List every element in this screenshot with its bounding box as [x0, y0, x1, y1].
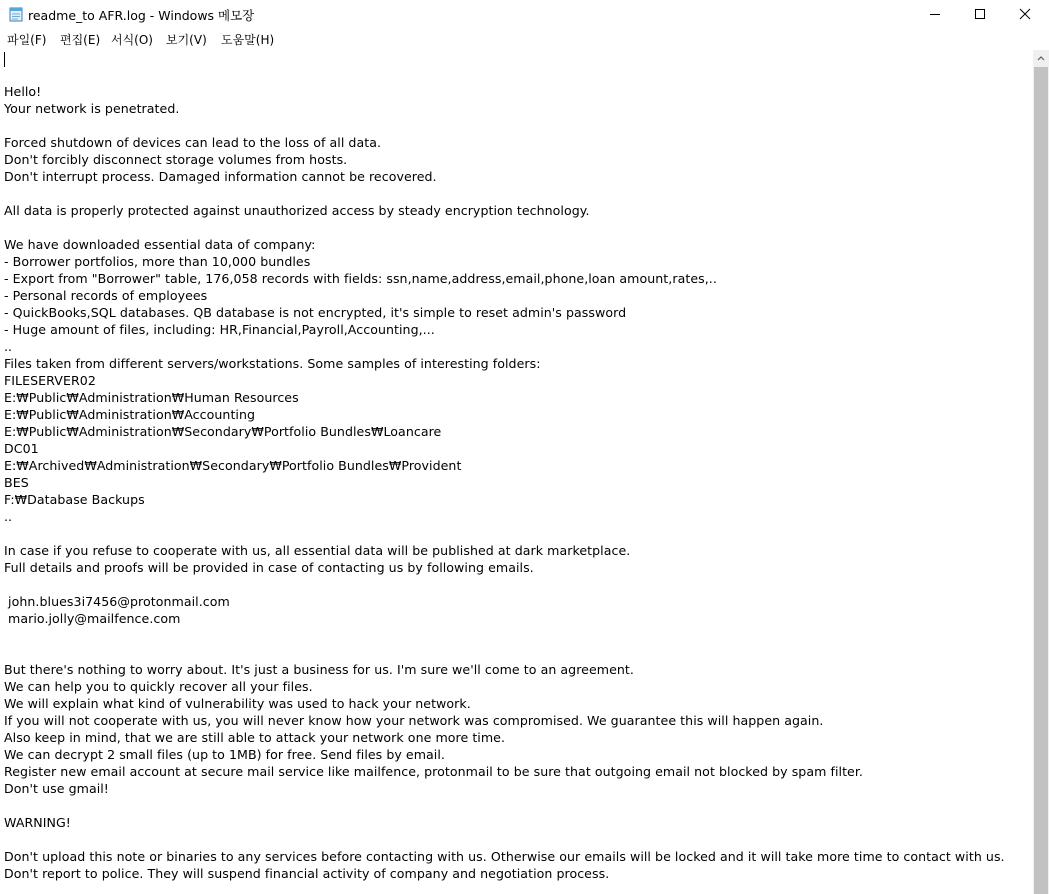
title-bar[interactable] [0, 0, 1049, 28]
text-line [4, 219, 1005, 236]
text-line: Don't forcibly disconnect storage volumes from hosts. [4, 152, 348, 167]
text-line: BES [4, 475, 29, 490]
text-line: E:₩Public₩Administration₩Accounting [4, 407, 256, 422]
scroll-up-button[interactable] [1033, 50, 1049, 66]
text-line: E:₩Archived₩Administration₩Secondary₩Portfolio Bundles₩Provident [4, 458, 462, 473]
text-line [4, 525, 1005, 542]
minimize-icon [929, 8, 941, 20]
text-line: .. [4, 509, 13, 524]
text-caret [4, 52, 5, 67]
text-line: - QuickBooks,SQL databases. QB database is not encrypted, it's simple to reset admin's password [4, 305, 627, 320]
text-line: Don't upload this note or binaries to any services before contacting with us. Otherwise our emails will be locked and it will take more time to contact with us. [4, 849, 1005, 864]
text-line: mario.jolly@mailfence.com [4, 611, 181, 626]
text-line [4, 576, 1005, 593]
text-line: We can decrypt 2 small files (up to 1MB) for free. Send files by email. [4, 747, 445, 762]
text-line: Don't interrupt process. Damaged information cannot be recovered. [4, 169, 437, 184]
text-line: Your network is penetrated. [4, 101, 180, 116]
maximize-button[interactable] [957, 0, 1003, 28]
text-line: If you will not cooperate with us, you will never know how your network was compromised. We guarantee this will happen again. [4, 713, 824, 728]
document-text [4, 66, 1005, 882]
text-line [4, 797, 1005, 814]
text-line: - Export from "Borrower" table, 176,058 records with fields: ssn,name,address,email,phone,loan amount,rates,.. [4, 271, 717, 286]
text-line: john.blues3i7456@protonmail.com [4, 594, 230, 609]
text-line: We have downloaded essential data of company: [4, 237, 316, 252]
text-line: WARNING! [4, 815, 71, 830]
text-editor[interactable] [0, 50, 1032, 894]
text-line [4, 185, 1005, 202]
minimize-button[interactable] [912, 0, 958, 28]
text-line [4, 117, 1005, 134]
text-line: We can help you to quickly recover all your files. [4, 679, 313, 694]
text-line [4, 66, 1005, 83]
text-line: - Borrower portfolios, more than 10,000 bundles [4, 254, 311, 269]
menu-file[interactable]: 파일(F) [7, 33, 47, 47]
window-title: readme_to AFR.log - Windows 메모장 [28, 8, 255, 23]
text-line: Don't use gmail! [4, 781, 109, 796]
text-line: - Personal records of employees [4, 288, 208, 303]
text-line [4, 627, 1005, 644]
text-line: Register new email account at secure mail service like mailfence, protonmail to be sure that outgoing email not blocked by spam filter. [4, 764, 863, 779]
text-line: .. [4, 339, 13, 354]
menu-help[interactable]: 도움말(H) [221, 33, 275, 47]
close-button[interactable] [1002, 0, 1048, 28]
text-line: Also keep in mind, that we are still able to attack your network one more time. [4, 730, 506, 745]
text-line: Don't report to police. They will suspend financial activity of company and negotiation process. [4, 866, 610, 881]
menu-format[interactable]: 서식(O) [111, 33, 153, 47]
text-line: But there's nothing to worry about. It's just a business for us. I'm sure we'll come to an agreement. [4, 662, 634, 677]
text-line [4, 831, 1005, 848]
text-line: All data is properly protected against unauthorized access by steady encryption technology. [4, 203, 590, 218]
text-line: Forced shutdown of devices can lead to the loss of all data. [4, 135, 382, 150]
text-line: FILESERVER02 [4, 373, 96, 388]
menu-bar [0, 29, 1049, 49]
text-line: Files taken from different servers/workstations. Some samples of interesting folders: [4, 356, 541, 371]
text-line: Hello! [4, 84, 42, 99]
text-line: - Huge amount of files, including: HR,Financial,Payroll,Accounting,... [4, 322, 435, 337]
text-line: DC01 [4, 441, 39, 456]
text-line: E:₩Public₩Administration₩Secondary₩Portfolio Bundles₩Loancare [4, 424, 442, 439]
text-line: E:₩Public₩Administration₩Human Resources [4, 390, 299, 405]
text-line: We will explain what kind of vulnerability was used to hack your network. [4, 696, 471, 711]
menu-view[interactable]: 보기(V) [166, 33, 207, 47]
text-line: Full details and proofs will be provided in case of contacting us by following emails. [4, 560, 534, 575]
scrollbar-thumb[interactable] [1034, 67, 1048, 894]
text-line: In case if you refuse to cooperate with us, all essential data will be published at dark marketplace. [4, 543, 631, 558]
menu-edit[interactable]: 편집(E) [60, 33, 101, 47]
text-line [4, 644, 1005, 661]
maximize-icon [974, 8, 986, 20]
close-icon [1019, 8, 1031, 20]
notepad-icon [9, 6, 23, 22]
chevron-up-icon [1037, 55, 1045, 61]
vertical-scrollbar[interactable] [1033, 50, 1049, 894]
text-line: F:₩Database Backups [4, 492, 145, 507]
